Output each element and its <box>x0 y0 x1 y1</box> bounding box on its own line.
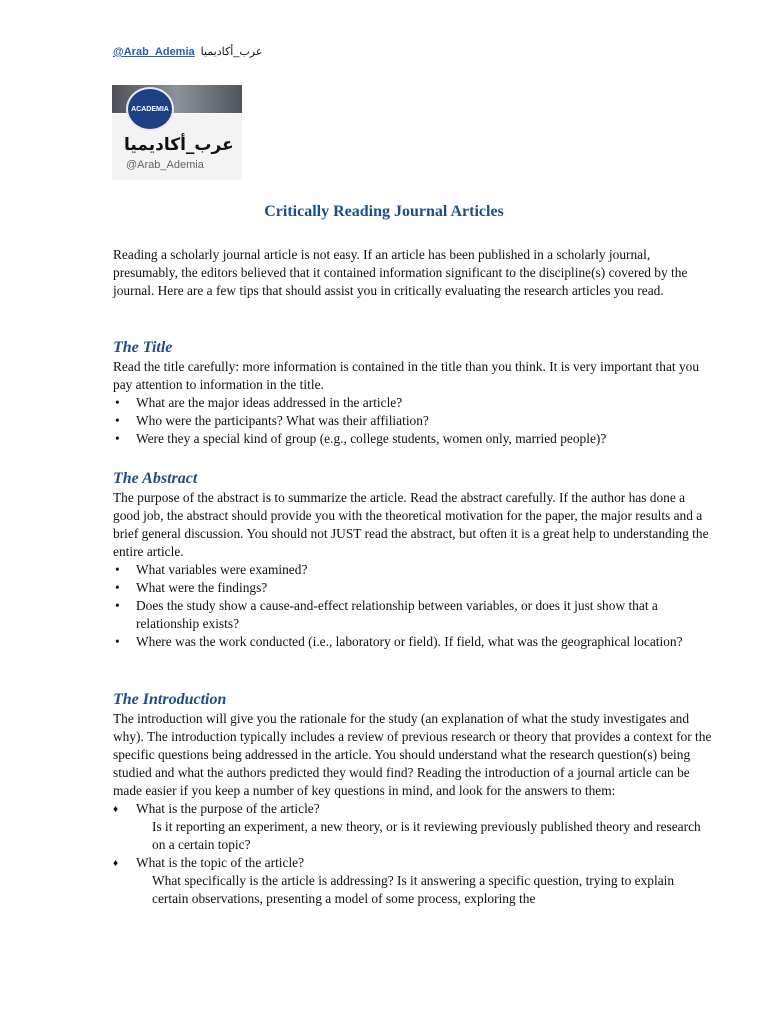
list-item <box>113 800 713 854</box>
list-item: • What variables were examined? <box>113 561 713 579</box>
question-text: ♦ What is the purpose of the article? <box>136 801 320 816</box>
question-text: ♦ What is the topic of the article? <box>136 855 305 870</box>
list-item: • Who were the participants? What was their affiliation? <box>113 412 713 430</box>
section-body: The purpose of the abstract is to summarize the article. Read the abstract carefully. If the author has done a good job, the abstract should provide you with the theoretical motivation for the paper, the major results and a brief general discussion. You should not JUST read the abstract, but often it is a great help to understanding the entire article. <box>113 490 709 559</box>
section-introduction <box>113 690 713 908</box>
list-item: • Does the study show a cause-and-effect relationship between variables, or does it just show that a relationship exists? <box>113 597 713 633</box>
arab-academia-logo <box>112 85 242 180</box>
logo-handle: @Arab_Ademia <box>126 159 204 171</box>
section-abstract <box>113 469 713 651</box>
question-list <box>113 800 713 908</box>
section-heading: The Title <box>113 339 173 356</box>
list-item: • Where was the work conducted (i.e., laboratory or field). If field, what was the geographical location? <box>113 633 713 651</box>
bullet-list <box>113 561 713 651</box>
header-handle <box>113 45 262 58</box>
academia-badge-icon <box>126 87 174 131</box>
question-detail: What specifically is the article is addressing? Is it answering a specific question, trying to explain certain observations, presenting a model of some process, exploring the <box>152 873 675 906</box>
section-heading: The Abstract <box>113 470 198 487</box>
twitter-handle-link[interactable]: @Arab_Ademia <box>113 46 195 58</box>
list-item: • What were the findings? <box>113 579 713 597</box>
arabic-handle-text: عرب_أكاديميا <box>200 46 263 58</box>
list-item: • Were they a special kind of group (e.g., college students, women only, married people)? <box>113 430 713 448</box>
section-title <box>113 338 713 448</box>
list-item: • What are the major ideas addressed in the article? <box>113 394 713 412</box>
badge-text: ACADEMIA <box>131 105 169 113</box>
logo-arabic-name: عرب_أكاديميا <box>124 135 234 155</box>
intro-paragraph: Reading a scholarly journal article is not easy. If an article has been published in a scholarly journal, presumably, the editors believed that it contained information significant to the discipline(s) covered by the journal. Here are a few tips that should assist you in critically evaluating the research articles you read. <box>113 247 688 298</box>
question-detail: Is it reporting an experiment, a new theory, or is it reviewing previously published theory and research on a certain topic? <box>152 819 701 852</box>
bullet-list <box>113 394 713 448</box>
section-body: Read the title carefully: more information is contained in the title than you think. It is very important that you pay attention to information in the title. <box>113 359 700 392</box>
section-heading: The Introduction <box>113 691 227 708</box>
section-body: The introduction will give you the rationale for the study (an explanation of what the study investigates and why). The introduction typically includes a review of previous research or theory that provides a context for the specific questions being addressed in the article. You should understand what the research question(s) being studied and what the authors predicted they would find? Reading the introduction of a journal article can be made easier if you keep a number of key questions in mind, and look for the answers to them: <box>113 711 712 798</box>
list-item <box>113 854 713 908</box>
document-title: Critically Reading Journal Articles <box>264 203 504 220</box>
